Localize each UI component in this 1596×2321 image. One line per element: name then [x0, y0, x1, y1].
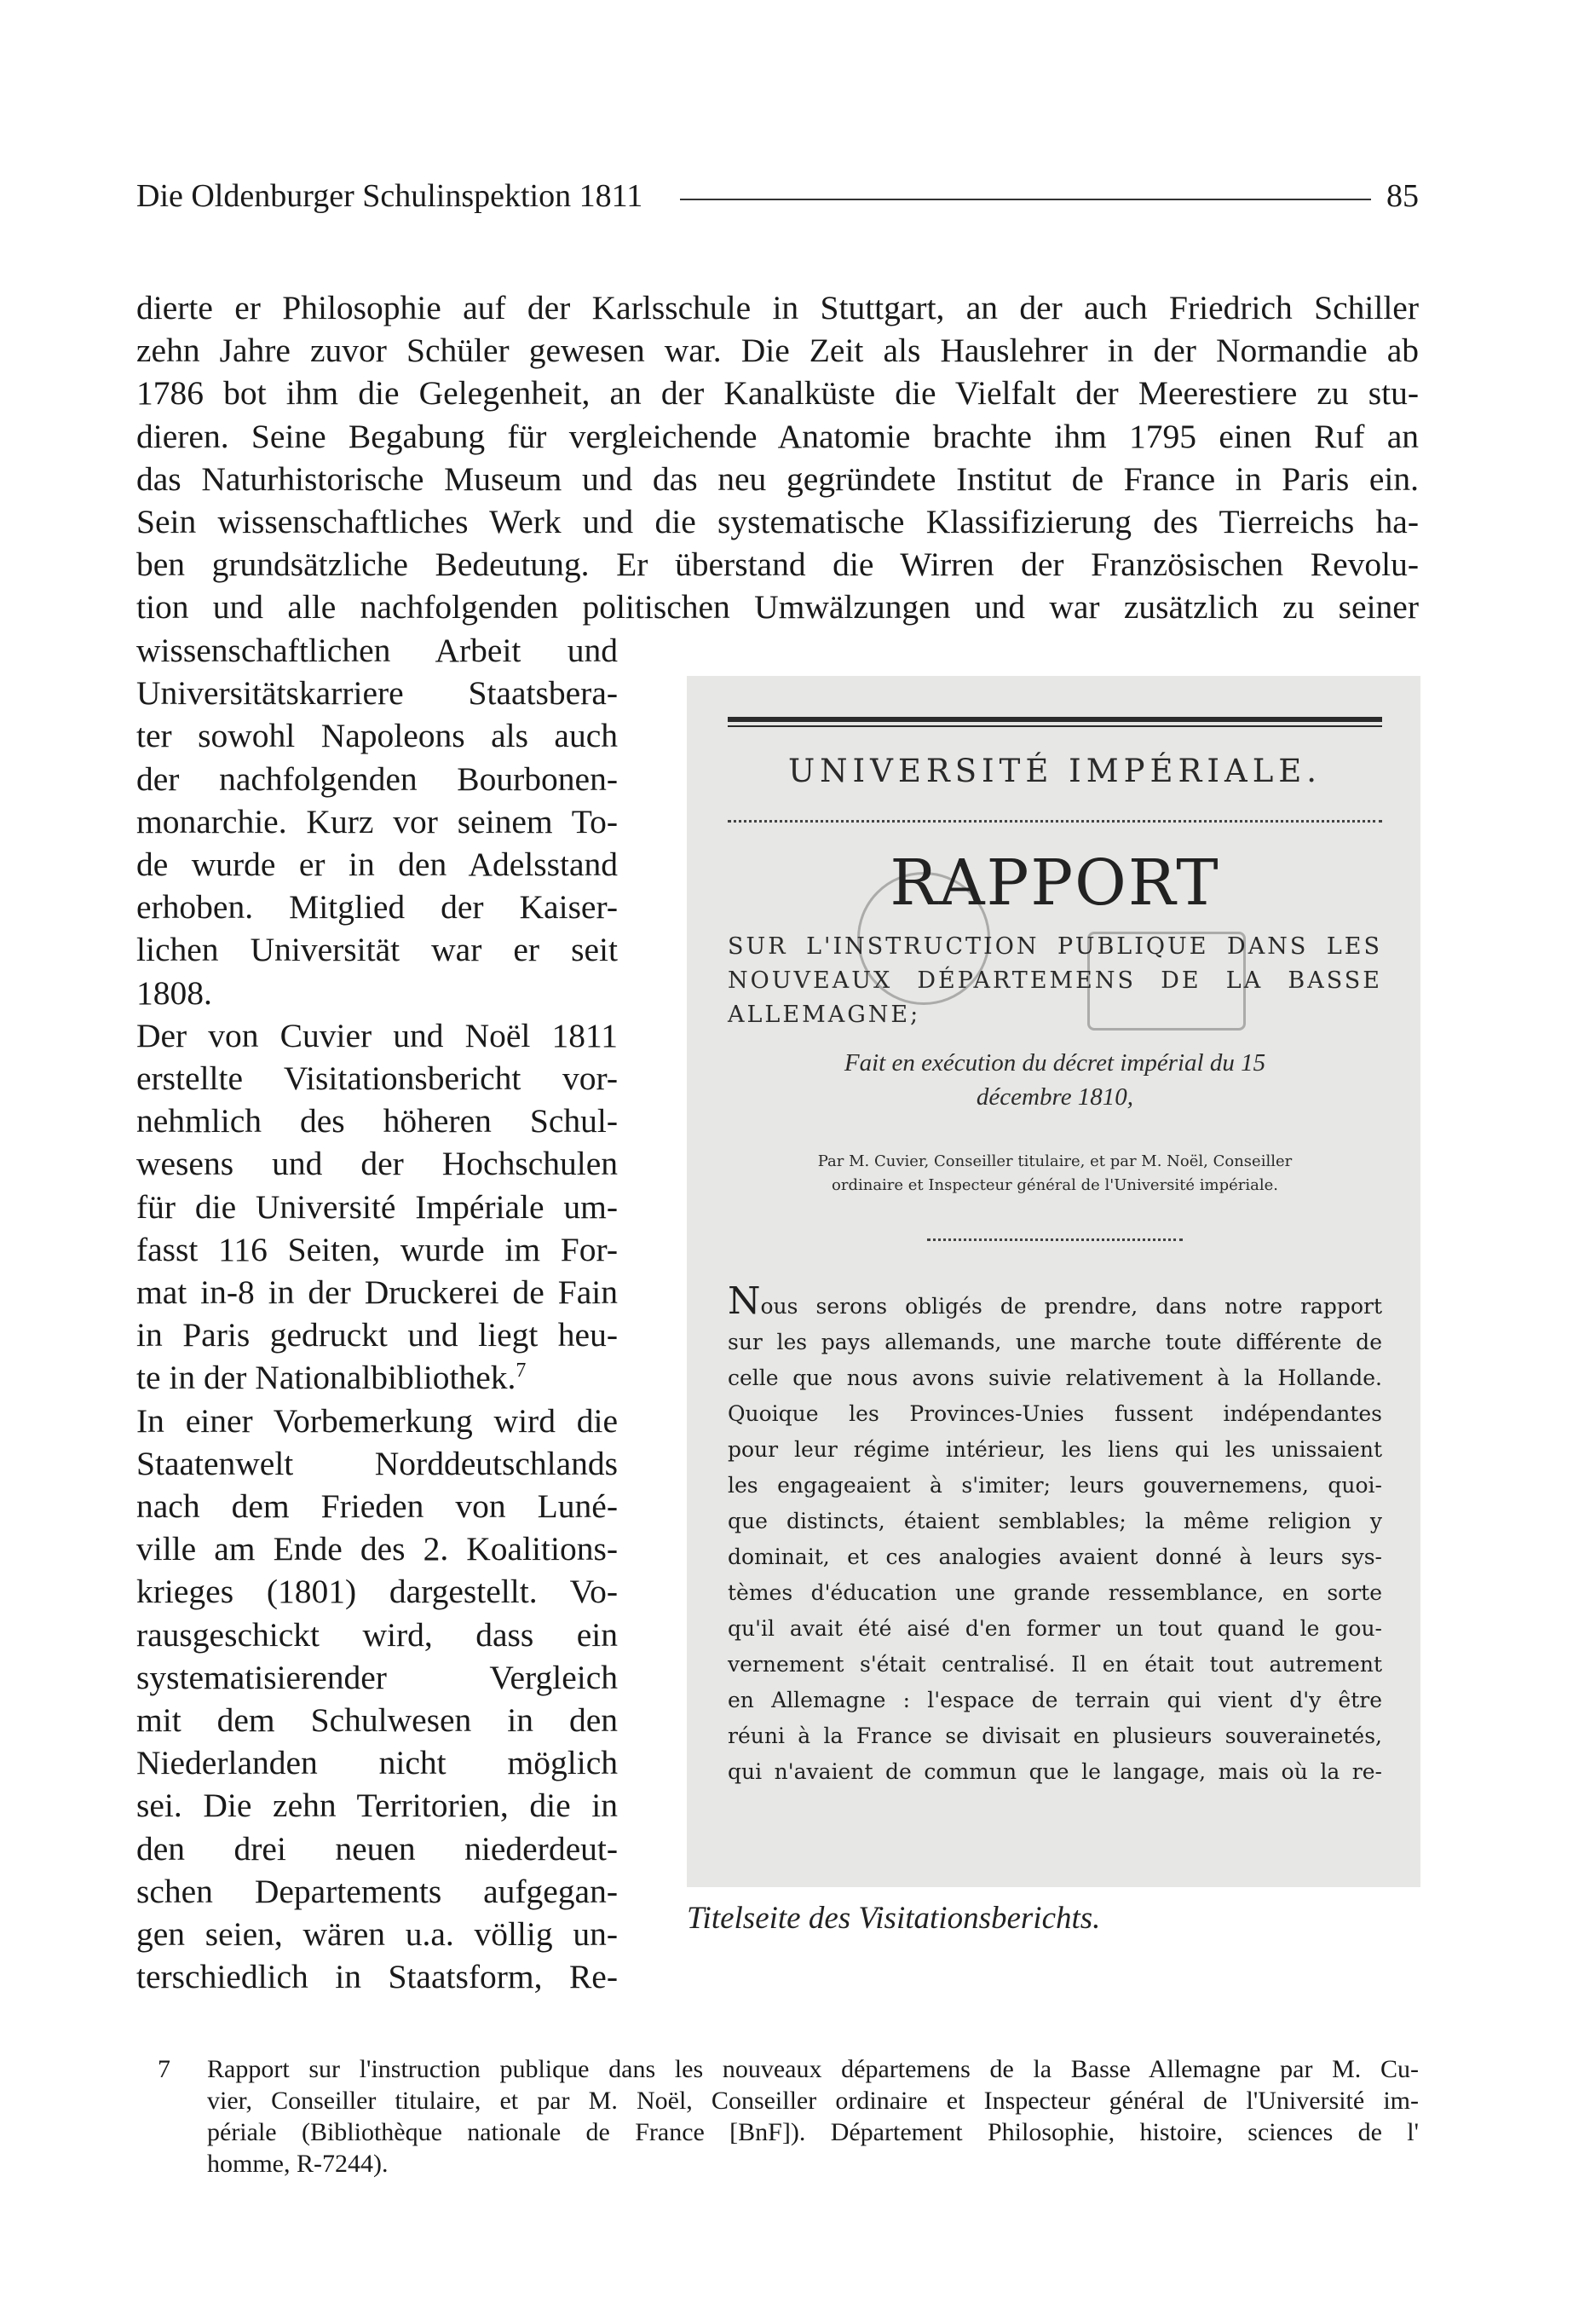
facsimile-line: pour leur régime intérieur, les liens qui les unissaient [728, 1437, 1382, 1462]
body-line: gen seien, wären u.a. völlig un- [136, 1915, 618, 1954]
body-line: lichen Universität war er seit [136, 931, 618, 969]
body-line: nach dem Frieden von Luné- [136, 1487, 618, 1526]
facsimile-content [728, 710, 1382, 1790]
body-line: schen Departements aufgegan- [136, 1872, 618, 1910]
footnote-line: vier, Conseiller titulaire, et par M. Noël, Conseiller ordinaire et Inspecteur général de l'Université im- [207, 2087, 1419, 2115]
double-rule [728, 717, 1382, 722]
double-rule [728, 725, 1382, 727]
body-line: wesens und der Hochschulen [136, 1145, 618, 1183]
footnote [158, 2053, 1419, 2180]
paragraph-1 [136, 629, 618, 1014]
authors-line [728, 1150, 1382, 1198]
body-line: ben grundsätzliche Bedeutung. Er überstand die Wirren der Französischen Revolu- [136, 546, 1419, 584]
body-line: tion und alle nachfolgenden politischen Umwälzungen und war zusätzlich zu seiner [136, 588, 1419, 626]
body-column-narrow [136, 629, 618, 1999]
running-title: Die Oldenburger Schulinspektion 1811 [136, 178, 643, 214]
facsimile-line: sur les pays allemands, une marche toute différente de [728, 1330, 1382, 1354]
rapport-subtitle [728, 930, 1382, 1032]
figure-caption: Titelseite des Visitationsberichts. [687, 1901, 1101, 1936]
subtitle-line: NOUVEAUX DÉPARTEMENS DE LA BASSE [728, 967, 1382, 994]
body-line: Der von Cuvier und Noël 1811 [136, 1016, 618, 1054]
facsimile-body-text [728, 1279, 1382, 1790]
facsimile-line: Quoique les Provinces-Unies fussent indépendantes [728, 1401, 1382, 1426]
facsimile-line [728, 1279, 1382, 1325]
authors-text: ordinaire et Inspecteur général de l'Université impériale. [832, 1176, 1278, 1194]
facsimile-line: en Allemagne : l'espace de terrain qui vient d'y être [728, 1688, 1382, 1712]
facsimile-line: réuni à la France se divisait en plusieurs souverainetés, [728, 1723, 1382, 1748]
body-line: Niederlanden nicht möglich [136, 1744, 618, 1782]
dotted-rule [927, 1238, 1183, 1241]
body-line: das Naturhistorische Museum und das neu gegründete Institut de France in Paris ein. [136, 459, 1419, 498]
footnote-number: 7 [158, 2055, 170, 2083]
body-line: mit dem Schulwesen in den [136, 1701, 618, 1740]
body-line: monarchie. Kurz vor seinem To- [136, 802, 618, 840]
body-line: terschiedlich in Staatsform, Re- [136, 1958, 618, 1996]
body-line: systematisierender Vergleich [136, 1658, 618, 1696]
body-line: 1808. [136, 973, 212, 1012]
facsimile-line: tèmes d'éducation une grande ressemblance, en sorte [728, 1580, 1382, 1605]
drop-cap: N [728, 1279, 761, 1323]
subtitle-line: SUR L'INSTRUCTION PUBLIQUE DANS LES [728, 933, 1382, 960]
page-number: 85 [1386, 178, 1419, 214]
paragraph-3 [136, 1400, 618, 1999]
body-line: 1786 bot ihm die Gelegenheit, an der Kanalküste die Vielfalt der Meerestiere zu stu- [136, 374, 1419, 413]
footnote-line: périale (Bibliothèque nationale de France [BnF]). Département Philosophie, histoire, sciences de l' [207, 2118, 1419, 2146]
body-line: dierte er Philosophie auf der Karlsschule in Stuttgart, an der auch Friedrich Schiller [136, 289, 1419, 326]
decree-note [728, 1046, 1382, 1114]
footnote-line: homme, R-7244). [207, 2150, 389, 2178]
authors-text: Par M. Cuvier, Conseiller titulaire, et par M. Noël, Conseiller [817, 1152, 1293, 1170]
facsimile-line: qu'il avait été aisé d'en former un tout quand le gou- [728, 1616, 1382, 1641]
title-page-facsimile [687, 676, 1420, 1887]
footnote-line: Rapport sur l'instruction publique dans les nouveaux départemens de la Basse Allemagne par M. Cu- [207, 2055, 1419, 2083]
paragraph-2 [136, 1014, 618, 1400]
body-line: rausgeschickt wird, dass ein [136, 1615, 618, 1654]
facsimile-line: celle que nous avons suivie relativement à la Hollande. [728, 1365, 1382, 1390]
header-rule [680, 199, 1371, 200]
body-line: für die Université Impériale um- [136, 1187, 618, 1226]
decree-line: décembre 1810, [976, 1083, 1134, 1111]
body-line: krieges (1801) dargestellt. Vo- [136, 1573, 618, 1611]
facsimile-line: vernement s'était centralisé. Il en était tout autrement [728, 1652, 1382, 1677]
body-line: In einer Vorbemerkung wird die [136, 1401, 618, 1440]
body-line: in Paris gedruckt und liegt heu- [136, 1316, 618, 1354]
body-line [136, 1356, 618, 1399]
body-line: dieren. Seine Begabung für vergleichende Anatomie brachte ihm 1795 einen Ruf an [136, 417, 1419, 455]
body-line: den drei neuen niederdeut- [136, 1829, 618, 1868]
facsimile-line: dominait, et ces analogies avaient donné à leurs sys- [728, 1544, 1382, 1569]
body-paragraph-full-width [136, 286, 1419, 629]
body-line: mat in-8 in der Druckerei de Fain [136, 1273, 618, 1312]
footnote-ref[interactable]: 7 [516, 1360, 527, 1383]
body-line: ter sowohl Napoleons als auch [136, 717, 618, 755]
body-line: fasst 116 Seiten, wurde im For- [136, 1230, 618, 1268]
body-line: Sein wissenschaftliches Werk und die systematische Klassifizierung des Tierreichs ha- [136, 503, 1419, 541]
body-line: zehn Jahre zuvor Schüler gewesen war. Die Zeit als Hauslehrer in der Normandie ab [136, 332, 1419, 370]
body-line-text: te in der Nationalbibliothek. [136, 1359, 516, 1397]
rapport-title: RAPPORT [890, 846, 1220, 920]
subtitle-line: ALLEMAGNE; [728, 1002, 921, 1028]
body-line: der nachfolgenden Bourbonen- [136, 759, 618, 798]
body-line: wissenschaftlichen Arbeit und [136, 632, 618, 669]
footnote-text [207, 2053, 1419, 2180]
facsimile-line: que distincts, étaient semblables; la même religion y [728, 1509, 1382, 1533]
decree-line: Fait en exécution du décret impérial du 15 [844, 1049, 1266, 1077]
university-heading: UNIVERSITÉ IMPÉRIALE. [787, 753, 1322, 789]
dotted-rule [728, 820, 1382, 823]
body-line: Universitätskarriere Staatsbera- [136, 674, 618, 713]
body-line: Staatenwelt Norddeutschlands [136, 1444, 618, 1482]
body-line: de wurde er in den Adelsstand [136, 846, 618, 884]
facsimile-line: qui n'avaient de commun que le langage, mais où la re- [728, 1759, 1382, 1784]
body-line: erstellte Visitationsbericht vor- [136, 1059, 618, 1098]
body-line: sei. Die zehn Territorien, die in [136, 1787, 618, 1825]
body-line: erhoben. Mitglied der Kaiser- [136, 888, 618, 927]
running-header [136, 173, 1419, 219]
facsimile-line-text: ous serons obligés de prendre, dans notre rapport [760, 1294, 1382, 1319]
body-line: ville am Ende des 2. Koalitions- [136, 1530, 618, 1568]
body-line: nehmlich des höheren Schul- [136, 1102, 618, 1140]
facsimile-line: les engageaient à s'imiter; leurs gouvernemens, quoi- [728, 1473, 1382, 1498]
